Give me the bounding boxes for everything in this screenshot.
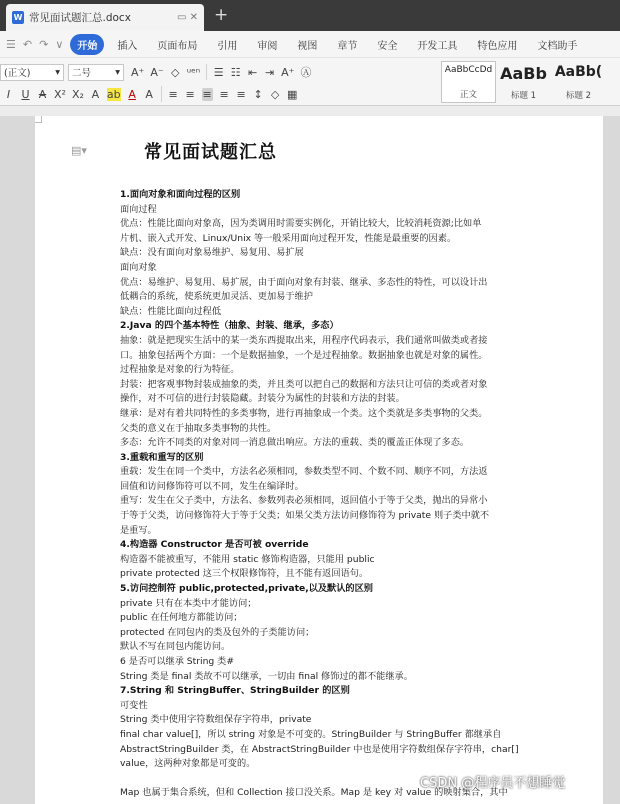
watermark: CSDN @程序员不想睡觉: [420, 776, 566, 791]
font-name-combo[interactable]: [0, 64, 64, 81]
section-heading: 5.访问控制符 public,protected,private,以及默认的区别: [120, 583, 373, 595]
paragraph-line: 抽象：就是把现实生活中的某一类东西提取出来，用程序代码表示，我们通常叫做类或者接: [120, 334, 488, 346]
divider: [206, 64, 207, 80]
paragraph-line: 默认不写在同包内能访问。: [120, 641, 231, 653]
document-page[interactable]: [35, 116, 603, 804]
redo-icon[interactable]: ↷: [39, 37, 49, 51]
menu-bar: [0, 31, 620, 58]
paragraph-line: protected 在同包内的类及包外的子类能访问；: [120, 626, 315, 638]
page-corner-mark: [35, 116, 42, 123]
paragraph-line: 操作，对不可信的进行封装隐藏。封装分为属性的封装和方法的封装。: [120, 393, 405, 405]
paragraph-line: 回值和访问修饰符可以不同，发生在编译时。: [120, 480, 304, 492]
styles-gallery: [441, 61, 606, 103]
paragraph-line: 可变性: [120, 699, 148, 711]
paragraph-line: 优点：性能比面向对象高，因为类调用时需要实例化，开销比较大，比较消耗资源;比如单: [120, 218, 482, 230]
paragraph-line: 继承：是对有着共同特性的多类事物，进行再抽象成一个类。这个类就是多类事物的父类。: [120, 407, 488, 419]
menu-home[interactable]: 开始: [70, 34, 104, 55]
chevron-down-icon: ▾: [115, 66, 120, 78]
undo-icon[interactable]: ↶: [22, 37, 33, 51]
navigation-doc-icon[interactable]: ▤▾: [71, 144, 87, 157]
style-sample: AaBbCcDd: [444, 65, 493, 75]
paragraph-line: 多态：允许不同类的对象对同一消息做出响应。方法的重载、类的覆盖正体现了多态。: [120, 437, 470, 449]
paragraph-line: private 只有在本类中才能访问；: [120, 597, 257, 609]
style-heading-1[interactable]: [496, 61, 551, 103]
font-name-value: (正文): [4, 68, 31, 79]
decrease-indent-icon[interactable]: ⇤: [248, 65, 258, 79]
paragraph-line: value，这两种对象都是可变的。: [120, 758, 256, 770]
new-tab-button[interactable]: +: [214, 5, 229, 25]
line-spacing-icon[interactable]: ↕: [253, 87, 263, 101]
increase-indent-icon[interactable]: ⇥: [265, 65, 275, 79]
italic-icon[interactable]: I: [6, 87, 11, 101]
tab-controls[interactable]: ▭ ✕: [176, 12, 198, 23]
borders-icon[interactable]: ▦: [286, 87, 298, 101]
menu-security[interactable]: 安全: [377, 40, 398, 52]
underline-icon[interactable]: U: [21, 87, 30, 101]
subscript-icon[interactable]: X₂: [71, 87, 84, 101]
paragraph-line: 于等于父类，访问修饰符大于等于父类；如果父类方法访问修饰符为 private 则子类中就不: [120, 510, 490, 522]
section-heading: 4.构造器 Constructor 是否可被 override: [120, 539, 309, 551]
paragraph-line: 片机、嵌入式开发、Linux/Unix 等一般采用面向过程开发，性能是最重要的因素。: [120, 232, 457, 244]
ruler-strip: [0, 106, 620, 116]
paragraph-line: AbstractStringBuilder 类，在 AbstractStringBuilder 中也是使用字符数组保存字符串，char[]: [120, 743, 519, 755]
paragraph-line: String 类是 final 类故不可以继承，一切由 final 修饰过的都不能继承。: [120, 670, 413, 682]
paragraph-line: public 在任何地方都能访问；: [120, 612, 243, 624]
paragraph-line: 封装：把客观事物封装成抽象的类，并且类可以把自己的数据和方法只让可信的类或者对象: [120, 378, 488, 390]
paragraph-line: 面向过程: [120, 203, 157, 215]
menu-sections[interactable]: 章节: [337, 40, 358, 52]
style-name: 标题 1: [510, 91, 537, 101]
menu-view[interactable]: 视图: [297, 40, 318, 52]
menu-insert[interactable]: 插入: [117, 40, 138, 52]
paragraph-line: 过程抽象是对象的行为特征。: [120, 364, 240, 376]
highlight-icon[interactable]: ab: [106, 87, 121, 101]
paragraph-line: private protected 这三个权限修饰符，且不能有返回语句。: [120, 568, 369, 580]
font-size-combo[interactable]: [68, 64, 124, 81]
menu-developer[interactable]: 开发工具: [417, 40, 458, 52]
paragraph-line: 口。抽象包括两个方面：一个是数据抽象，一个是过程抽象。数据抽象也就是对象的属性。: [120, 349, 488, 361]
paragraph-line: 是重写。: [120, 524, 157, 536]
style-normal[interactable]: [441, 61, 496, 103]
paragraph-line: 面向对象: [120, 261, 157, 273]
document-body: [120, 188, 520, 801]
style-sample: AaBb(: [554, 64, 603, 80]
document-tab[interactable]: [6, 4, 204, 31]
paragraph-line: 父类的意义在于抽取多类事物的共性。: [120, 422, 277, 434]
shrink-font-icon[interactable]: A⁻: [150, 65, 164, 79]
paragraph-line: final char value[]，所以 string 对象是不可变的。StringBuilder 与 StringBuffer 都继承自: [120, 728, 502, 740]
paragraph-line: String 类中使用字符数组保存字符串，private: [120, 714, 312, 726]
char-shading-icon[interactable]: A: [145, 87, 153, 101]
divider: [161, 86, 162, 102]
paragraph-line: 缺点：没有面向对象易维护、易复用、易扩展: [120, 247, 304, 259]
title-bar: [0, 0, 620, 31]
strikethrough-icon[interactable]: A: [38, 87, 47, 101]
style-sample: AaBb: [500, 64, 547, 83]
paragraph-line: 构造器不能被重写，不能用 static 修饰构造器，只能用 public: [120, 553, 375, 565]
text-effects-icon[interactable]: A⁺: [281, 65, 295, 79]
section-heading: 1.面向对象和面向过程的区别: [120, 189, 241, 200]
section-heading: 3.重载和重写的区别: [120, 451, 204, 463]
menu-doc-assistant[interactable]: 文档助手: [537, 40, 578, 52]
paragraph-line: 缺点：性能比面向过程低: [120, 305, 222, 317]
ribbon-toolbar: [0, 58, 620, 106]
section-heading: 2.Java 的四个基本特性（抽象、封装、继承，多态）: [120, 320, 339, 332]
paragraph-line: 重写：发生在父子类中，方法名、参数列表必须相同，返回值小于等于父类，抛出的异常小: [120, 495, 488, 507]
style-name: 正文: [459, 90, 477, 100]
align-right-icon[interactable]: ≡: [219, 87, 229, 101]
phonetic-guide-icon[interactable]: ᵘᵉⁿ: [186, 65, 201, 79]
word-doc-icon: W: [13, 13, 23, 22]
section-heading: 7.String 和 StringBuffer、StringBuilder 的区别: [120, 685, 350, 697]
menu-page-layout[interactable]: 页面布局: [157, 40, 198, 52]
style-name: 标题 2: [565, 91, 592, 101]
clear-format-icon[interactable]: ◇: [170, 65, 180, 79]
paragraph-line: 优点：易维护、易复用、易扩展，由于面向对象有封装、继承、多态性的特性，可以设计出: [120, 276, 488, 288]
vertical-scrollbar[interactable]: [612, 116, 620, 804]
bullet-list-icon[interactable]: ☰: [213, 65, 224, 79]
menu-review[interactable]: 审阅: [257, 40, 278, 52]
ribbon-row-font: [0, 62, 314, 82]
menu-features[interactable]: 特色应用: [477, 40, 518, 52]
align-center-icon[interactable]: ≡: [185, 87, 195, 101]
paragraph-line: 低耦合的系统，使系统更加灵活、更加易于维护: [120, 291, 313, 303]
document-workspace: [0, 106, 620, 804]
superscript-icon[interactable]: X²: [54, 87, 66, 101]
shading-icon[interactable]: ◇: [270, 87, 280, 101]
menu-toggle-icon[interactable]: ☰: [6, 37, 16, 51]
grow-font-icon[interactable]: A⁺: [131, 65, 145, 79]
paragraph-line: Map 也属于集合系统，但和 Collection 接口没关系。Map 是 key 对 value 的映射集合，其中: [120, 787, 508, 799]
font-color-icon[interactable]: A: [128, 87, 136, 101]
chevron-down-icon: ▾: [55, 66, 60, 78]
paragraph-line: 6 是否可以继承 String 类#: [120, 656, 235, 667]
align-justify-icon[interactable]: ≡: [202, 87, 212, 101]
font-size-value: 二号: [72, 68, 92, 79]
align-left-icon[interactable]: ≡: [168, 87, 178, 101]
paragraph-line: 重载：发生在同一个类中，方法名必须相同，参数类型不同、个数不同、顺序不同，方法返: [120, 466, 488, 478]
tab-title: 常见面试题汇总.docx: [29, 12, 131, 24]
text-effect-icon[interactable]: A: [91, 87, 100, 101]
char-border-icon[interactable]: Ⓐ: [300, 66, 312, 79]
document-title: 常见面试题汇总: [144, 142, 277, 163]
style-heading-2[interactable]: [551, 61, 606, 103]
menu-references[interactable]: 引用: [217, 40, 238, 52]
ribbon-row-format: [0, 84, 301, 104]
numbered-list-icon[interactable]: ☷: [230, 65, 241, 79]
distributed-align-icon[interactable]: ≡: [236, 87, 246, 101]
more-dropdown-icon[interactable]: ∨: [55, 37, 64, 51]
